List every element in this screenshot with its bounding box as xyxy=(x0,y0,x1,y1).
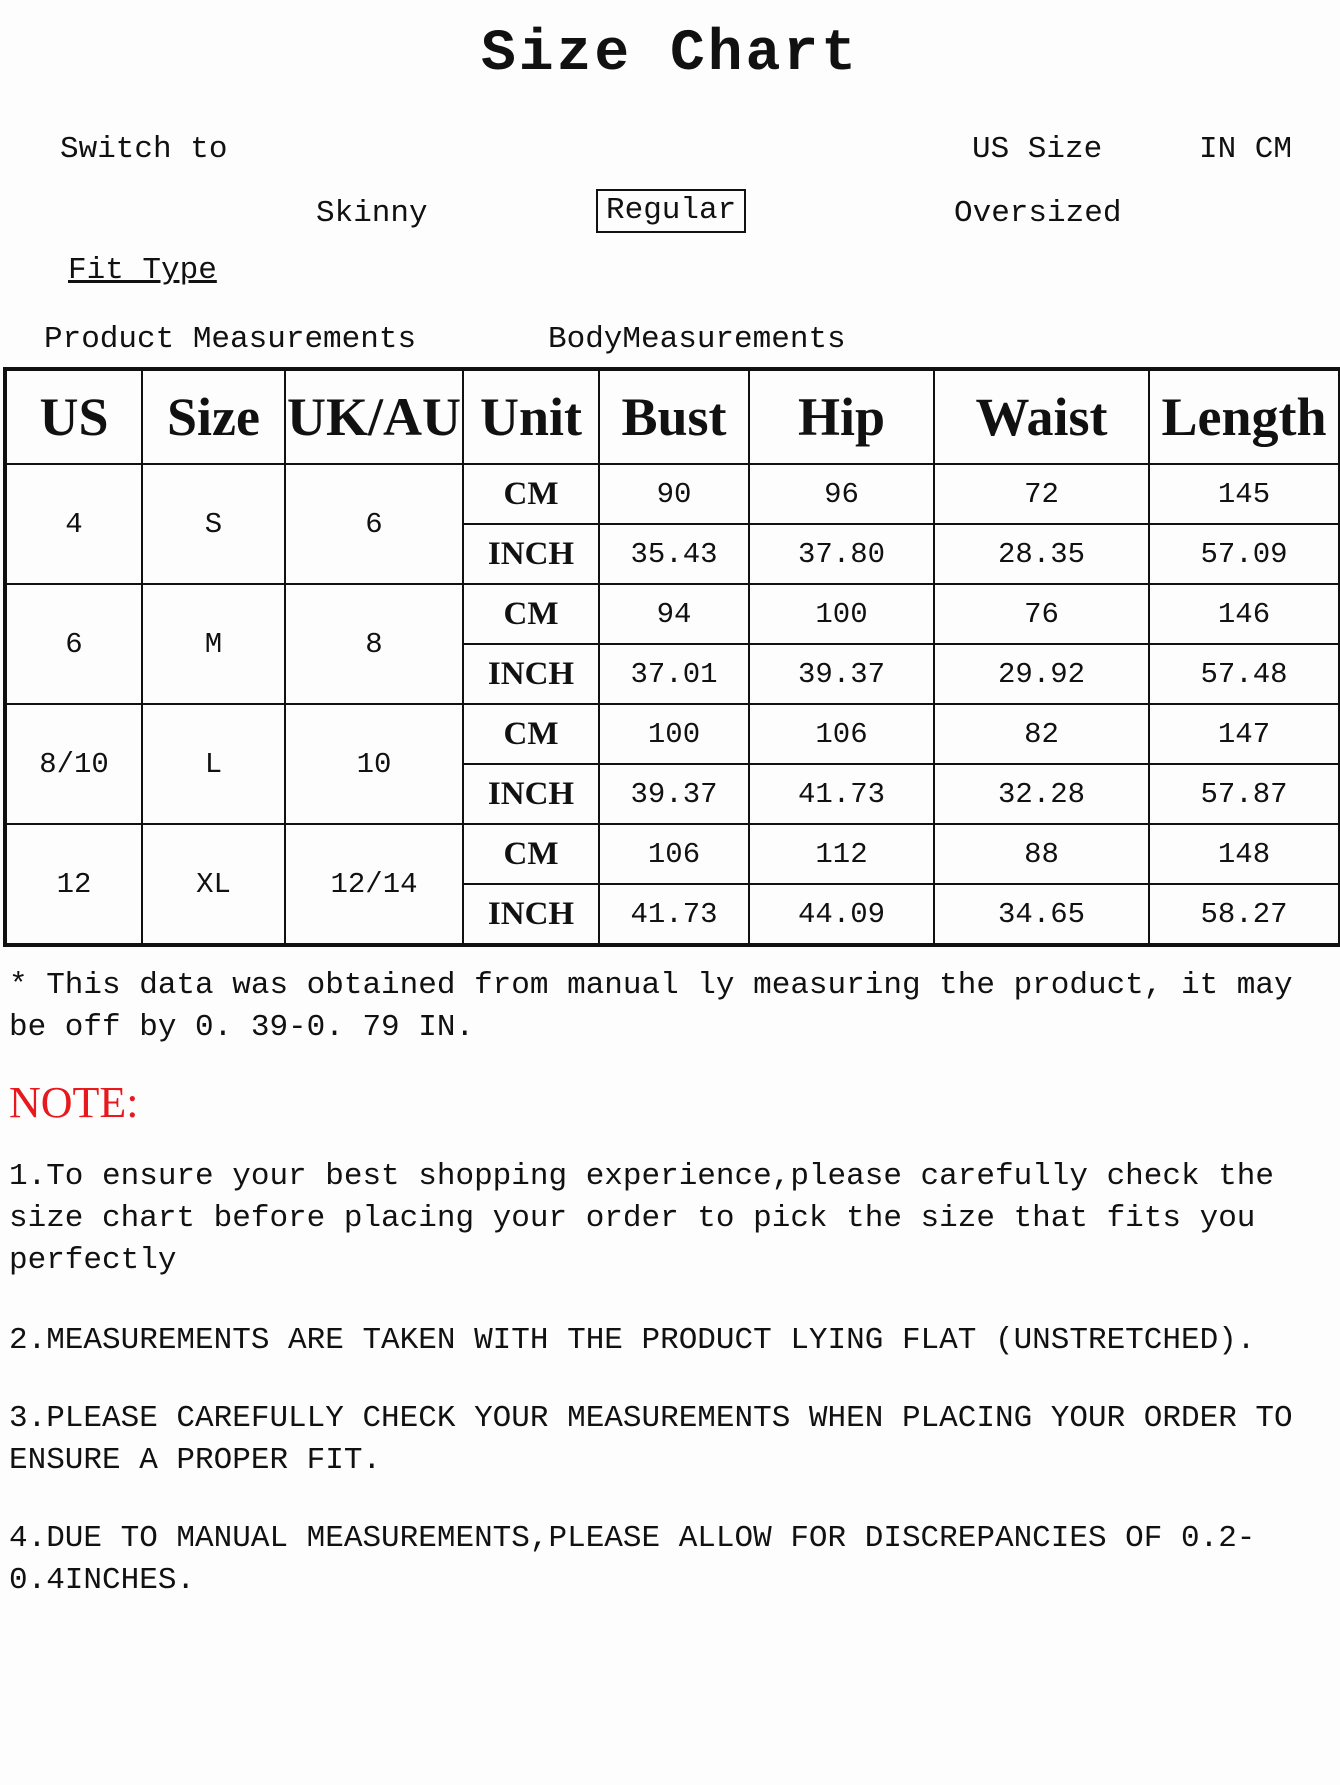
hip-cell: 106 xyxy=(749,704,934,764)
tab-body-measurements[interactable]: BodyMeasurements xyxy=(548,322,846,357)
switch-to-label: Switch to xyxy=(60,132,228,167)
bust-cell: 100 xyxy=(599,704,749,764)
bust-cell: 41.73 xyxy=(599,884,749,945)
note-item: 1.To ensure your best shopping experience,please carefully check the size chart before placing your order to pick the size that fits you perfectly xyxy=(9,1159,1275,1278)
us-size-selector[interactable]: US Size xyxy=(972,132,1103,167)
waist-cell: 29.92 xyxy=(934,644,1149,704)
us-cell: 6 xyxy=(5,584,142,704)
size-cell: XL xyxy=(142,824,285,945)
col-header-waist: Waist xyxy=(934,369,1149,464)
bust-cell: 39.37 xyxy=(599,764,749,824)
size-cell: L xyxy=(142,704,285,824)
hip-cell: 96 xyxy=(749,464,934,524)
hip-cell: 100 xyxy=(749,584,934,644)
length-cell: 58.27 xyxy=(1149,884,1340,945)
fit-option-skinny[interactable]: Skinny xyxy=(316,196,428,231)
table-row xyxy=(5,704,1340,764)
hip-cell: 37.80 xyxy=(749,524,934,584)
size-table xyxy=(3,367,1340,947)
fit-type-link[interactable]: Fit Type xyxy=(68,253,217,288)
uk-au-cell: 12/14 xyxy=(285,824,463,945)
bust-cell: 106 xyxy=(599,824,749,884)
unit-cell: CM xyxy=(463,464,599,524)
waist-cell: 72 xyxy=(934,464,1149,524)
measurement-disclaimer: * This data was obtained from manual ly measuring the product, it may be off by 0. 39-0. 79 IN. xyxy=(9,968,1293,1045)
length-cell: 148 xyxy=(1149,824,1340,884)
waist-cell: 28.35 xyxy=(934,524,1149,584)
bust-cell: 37.01 xyxy=(599,644,749,704)
unit-cell: INCH xyxy=(463,644,599,704)
table-row xyxy=(5,584,1340,644)
unit-cell: CM xyxy=(463,704,599,764)
table-header-row xyxy=(5,369,1340,464)
hip-cell: 41.73 xyxy=(749,764,934,824)
col-header-unit: Unit xyxy=(463,369,599,464)
note-item: 3.PLEASE CAREFULLY CHECK YOUR MEASUREMENTS WHEN PLACING YOUR ORDER TO ENSURE A PROPER FIT. xyxy=(9,1401,1293,1478)
waist-cell: 88 xyxy=(934,824,1149,884)
us-cell: 4 xyxy=(5,464,142,584)
length-cell: 57.09 xyxy=(1149,524,1340,584)
col-header-size: Size xyxy=(142,369,285,464)
bust-cell: 94 xyxy=(599,584,749,644)
hip-cell: 112 xyxy=(749,824,934,884)
unit-toggle[interactable]: IN CM xyxy=(1199,132,1293,167)
us-cell: 8/10 xyxy=(5,704,142,824)
col-header-us: US xyxy=(5,369,142,464)
table-row xyxy=(5,464,1340,524)
length-cell: 146 xyxy=(1149,584,1340,644)
note-item: 4.DUE TO MANUAL MEASUREMENTS,PLEASE ALLOW FOR DISCREPANCIES OF 0.2-0.4INCHES. xyxy=(9,1521,1256,1598)
length-cell: 57.87 xyxy=(1149,764,1340,824)
unit-cell: INCH xyxy=(463,524,599,584)
col-header-hip: Hip xyxy=(749,369,934,464)
waist-cell: 82 xyxy=(934,704,1149,764)
note-label: NOTE: xyxy=(9,1078,139,1127)
waist-cell: 76 xyxy=(934,584,1149,644)
unit-cell: CM xyxy=(463,584,599,644)
length-cell: 147 xyxy=(1149,704,1340,764)
size-cell: M xyxy=(142,584,285,704)
uk-au-cell: 6 xyxy=(285,464,463,584)
uk-au-cell: 10 xyxy=(285,704,463,824)
unit-cell: CM xyxy=(463,824,599,884)
bust-cell: 35.43 xyxy=(599,524,749,584)
col-header-length: Length xyxy=(1149,369,1340,464)
hip-cell: 39.37 xyxy=(749,644,934,704)
bust-cell: 90 xyxy=(599,464,749,524)
uk-au-cell: 8 xyxy=(285,584,463,704)
tab-product-measurements[interactable]: Product Measurements xyxy=(44,322,417,357)
col-header-uk-au: UK/AU xyxy=(285,369,463,464)
waist-cell: 34.65 xyxy=(934,884,1149,945)
length-cell: 57.48 xyxy=(1149,644,1340,704)
hip-cell: 44.09 xyxy=(749,884,934,945)
unit-cell: INCH xyxy=(463,764,599,824)
unit-cell: INCH xyxy=(463,884,599,945)
table-row xyxy=(5,824,1340,884)
page-title: Size Chart xyxy=(480,22,860,87)
waist-cell: 32.28 xyxy=(934,764,1149,824)
size-cell: S xyxy=(142,464,285,584)
us-cell: 12 xyxy=(5,824,142,945)
note-item: 2.MEASUREMENTS ARE TAKEN WITH THE PRODUCT LYING FLAT (UNSTRETCHED). xyxy=(9,1323,1256,1358)
fit-option-regular[interactable]: Regular xyxy=(596,189,746,233)
col-header-bust: Bust xyxy=(599,369,749,464)
fit-option-oversized[interactable]: Oversized xyxy=(954,196,1122,231)
length-cell: 145 xyxy=(1149,464,1340,524)
